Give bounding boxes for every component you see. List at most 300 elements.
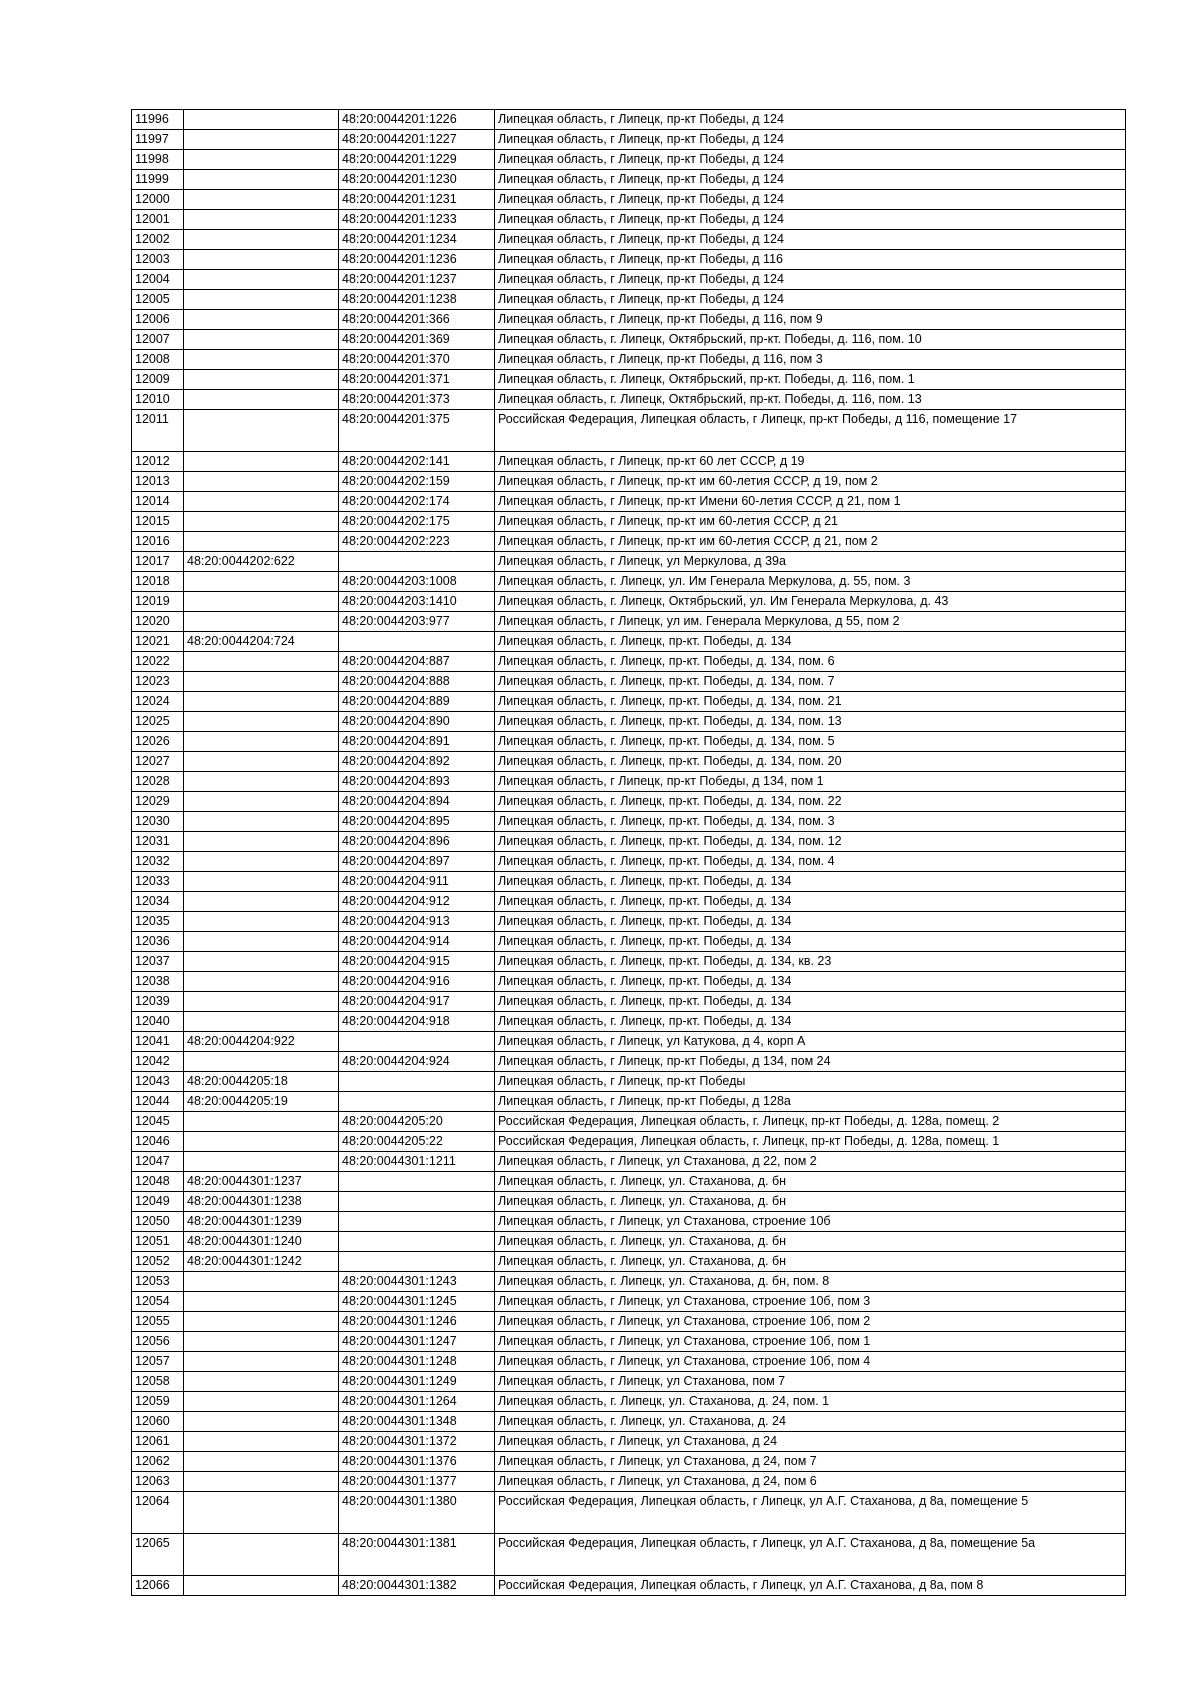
table-row bbox=[132, 1534, 1126, 1576]
land-cadastral-number-cell bbox=[184, 1352, 339, 1372]
premises-cadastral-number-cell: 48:20:0044301:1211 bbox=[339, 1152, 495, 1172]
table-row bbox=[132, 330, 1126, 350]
address-cell: Липецкая область, г. Липецк, пр-кт. Победы, д. 134 bbox=[495, 1012, 1126, 1032]
land-cadastral-number-cell bbox=[184, 1332, 339, 1352]
land-cadastral-number-cell bbox=[184, 892, 339, 912]
land-cadastral-number-cell bbox=[184, 210, 339, 230]
registry-body bbox=[132, 110, 1126, 1596]
address-cell: Липецкая область, г. Липецк, пр-кт. Победы, д. 134, пом. 12 bbox=[495, 832, 1126, 852]
table-row bbox=[132, 692, 1126, 712]
land-cadastral-number-cell bbox=[184, 692, 339, 712]
land-cadastral-number-cell bbox=[184, 452, 339, 472]
table-row bbox=[132, 572, 1126, 592]
land-cadastral-number-cell: 48:20:0044205:19 bbox=[184, 1092, 339, 1112]
land-cadastral-number-cell bbox=[184, 1112, 339, 1132]
address-cell: Липецкая область, г. Липецк, пр-кт. Победы, д. 134 bbox=[495, 932, 1126, 952]
land-cadastral-number-cell bbox=[184, 1472, 339, 1492]
premises-cadastral-number-cell: 48:20:0044203:1008 bbox=[339, 572, 495, 592]
premises-cadastral-number-cell: 48:20:0044204:894 bbox=[339, 792, 495, 812]
premises-cadastral-number-cell: 48:20:0044201:1236 bbox=[339, 250, 495, 270]
row-number-cell: 12034 bbox=[132, 892, 184, 912]
row-number-cell: 11999 bbox=[132, 170, 184, 190]
table-row bbox=[132, 310, 1126, 330]
row-number-cell: 12030 bbox=[132, 812, 184, 832]
address-cell: Липецкая область, г. Липецк, пр-кт. Победы, д. 134, пом. 21 bbox=[495, 692, 1126, 712]
row-number-cell: 12061 bbox=[132, 1432, 184, 1452]
land-cadastral-number-cell bbox=[184, 992, 339, 1012]
land-cadastral-number-cell bbox=[184, 532, 339, 552]
land-cadastral-number-cell bbox=[184, 652, 339, 672]
land-cadastral-number-cell bbox=[184, 1312, 339, 1332]
land-cadastral-number-cell bbox=[184, 792, 339, 812]
land-cadastral-number-cell: 48:20:0044301:1239 bbox=[184, 1212, 339, 1232]
address-cell: Липецкая область, г Липецк, ул Стаханова, строение 10б bbox=[495, 1212, 1126, 1232]
row-number-cell: 12044 bbox=[132, 1092, 184, 1112]
address-cell: Липецкая область, г. Липецк, пр-кт. Победы, д. 134, пом. 22 bbox=[495, 792, 1126, 812]
row-number-cell: 12041 bbox=[132, 1032, 184, 1052]
address-cell: Липецкая область, г Липецк, пр-кт Имени 60-летия СССР, д 21, пом 1 bbox=[495, 492, 1126, 512]
land-cadastral-number-cell bbox=[184, 150, 339, 170]
land-cadastral-number-cell bbox=[184, 592, 339, 612]
premises-cadastral-number-cell bbox=[339, 632, 495, 652]
row-number-cell: 12046 bbox=[132, 1132, 184, 1152]
row-number-cell: 12050 bbox=[132, 1212, 184, 1232]
address-cell: Липецкая область, г Липецк, пр-кт Победы, д 124 bbox=[495, 170, 1126, 190]
land-cadastral-number-cell bbox=[184, 492, 339, 512]
row-number-cell: 12056 bbox=[132, 1332, 184, 1352]
table-row bbox=[132, 852, 1126, 872]
address-cell: Липецкая область, г Липецк, пр-кт Победы bbox=[495, 1072, 1126, 1092]
row-number-cell: 12037 bbox=[132, 952, 184, 972]
premises-cadastral-number-cell: 48:20:0044205:20 bbox=[339, 1112, 495, 1132]
land-cadastral-number-cell bbox=[184, 1412, 339, 1432]
row-number-cell: 12014 bbox=[132, 492, 184, 512]
row-number-cell: 12064 bbox=[132, 1492, 184, 1534]
address-cell: Липецкая область, г Липецк, ул Меркулова, д 39а bbox=[495, 552, 1126, 572]
land-cadastral-number-cell: 48:20:0044301:1238 bbox=[184, 1192, 339, 1212]
row-number-cell: 12045 bbox=[132, 1112, 184, 1132]
table-row bbox=[132, 230, 1126, 250]
table-row bbox=[132, 652, 1126, 672]
table-row bbox=[132, 772, 1126, 792]
address-cell: Липецкая область, г. Липецк, пр-кт. Победы, д. 134 bbox=[495, 632, 1126, 652]
row-number-cell: 12007 bbox=[132, 330, 184, 350]
land-cadastral-number-cell bbox=[184, 1372, 339, 1392]
table-row bbox=[132, 1392, 1126, 1412]
table-row bbox=[132, 1072, 1126, 1092]
table-row bbox=[132, 410, 1126, 452]
premises-cadastral-number-cell: 48:20:0044301:1377 bbox=[339, 1472, 495, 1492]
row-number-cell: 12027 bbox=[132, 752, 184, 772]
row-number-cell: 12053 bbox=[132, 1272, 184, 1292]
row-number-cell: 12026 bbox=[132, 732, 184, 752]
address-cell: Липецкая область, г. Липецк, пр-кт. Победы, д. 134, пом. 3 bbox=[495, 812, 1126, 832]
row-number-cell: 12029 bbox=[132, 792, 184, 812]
land-cadastral-number-cell bbox=[184, 1492, 339, 1534]
row-number-cell: 12011 bbox=[132, 410, 184, 452]
table-row bbox=[132, 390, 1126, 410]
row-number-cell: 12054 bbox=[132, 1292, 184, 1312]
land-cadastral-number-cell bbox=[184, 290, 339, 310]
land-cadastral-number-cell bbox=[184, 812, 339, 832]
row-number-cell: 12005 bbox=[132, 290, 184, 310]
table-row bbox=[132, 290, 1126, 310]
land-cadastral-number-cell bbox=[184, 572, 339, 592]
row-number-cell: 12028 bbox=[132, 772, 184, 792]
premises-cadastral-number-cell: 48:20:0044201:370 bbox=[339, 350, 495, 370]
premises-cadastral-number-cell bbox=[339, 1252, 495, 1272]
land-cadastral-number-cell bbox=[184, 1272, 339, 1292]
row-number-cell: 12033 bbox=[132, 872, 184, 892]
premises-cadastral-number-cell bbox=[339, 1172, 495, 1192]
address-cell: Липецкая область, г Липецк, пр-кт Победы, д 116 bbox=[495, 250, 1126, 270]
premises-cadastral-number-cell: 48:20:0044204:893 bbox=[339, 772, 495, 792]
address-cell: Липецкая область, г. Липецк, пр-кт. Победы, д. 134, пом. 13 bbox=[495, 712, 1126, 732]
table-row bbox=[132, 832, 1126, 852]
land-cadastral-number-cell bbox=[184, 250, 339, 270]
premises-cadastral-number-cell: 48:20:0044301:1382 bbox=[339, 1576, 495, 1596]
registry-table bbox=[131, 109, 1126, 1596]
row-number-cell: 12048 bbox=[132, 1172, 184, 1192]
address-cell: Липецкая область, г Липецк, пр-кт Победы, д 124 bbox=[495, 130, 1126, 150]
land-cadastral-number-cell: 48:20:0044204:922 bbox=[184, 1032, 339, 1052]
land-cadastral-number-cell bbox=[184, 1152, 339, 1172]
premises-cadastral-number-cell: 48:20:0044201:1227 bbox=[339, 130, 495, 150]
row-number-cell: 12040 bbox=[132, 1012, 184, 1032]
address-cell: Липецкая область, г. Липецк, пр-кт. Победы, д. 134 bbox=[495, 892, 1126, 912]
table-row bbox=[132, 130, 1126, 150]
row-number-cell: 12052 bbox=[132, 1252, 184, 1272]
address-cell: Липецкая область, г Липецк, ул Стаханова, строение 10б, пом 1 bbox=[495, 1332, 1126, 1352]
premises-cadastral-number-cell: 48:20:0044301:1376 bbox=[339, 1452, 495, 1472]
land-cadastral-number-cell bbox=[184, 1576, 339, 1596]
address-cell: Липецкая область, г. Липецк, ул. Стаханова, д. бн bbox=[495, 1252, 1126, 1272]
address-cell: Липецкая область, г. Липецк, пр-кт. Победы, д. 134, пом. 20 bbox=[495, 752, 1126, 772]
land-cadastral-number-cell bbox=[184, 972, 339, 992]
row-number-cell: 12006 bbox=[132, 310, 184, 330]
row-number-cell: 12003 bbox=[132, 250, 184, 270]
row-number-cell: 12009 bbox=[132, 370, 184, 390]
address-cell: Липецкая область, г. Липецк, ул. Стаханова, д. бн bbox=[495, 1232, 1126, 1252]
premises-cadastral-number-cell bbox=[339, 1032, 495, 1052]
premises-cadastral-number-cell: 48:20:0044201:1237 bbox=[339, 270, 495, 290]
land-cadastral-number-cell bbox=[184, 732, 339, 752]
premises-cadastral-number-cell: 48:20:0044201:366 bbox=[339, 310, 495, 330]
table-row bbox=[132, 1192, 1126, 1212]
address-cell: Липецкая область, г Липецк, пр-кт Победы, д 134, пом 24 bbox=[495, 1052, 1126, 1072]
land-cadastral-number-cell bbox=[184, 612, 339, 632]
premises-cadastral-number-cell bbox=[339, 1192, 495, 1212]
premises-cadastral-number-cell: 48:20:0044201:1233 bbox=[339, 210, 495, 230]
table-row bbox=[132, 1172, 1126, 1192]
table-row bbox=[132, 712, 1126, 732]
land-cadastral-number-cell bbox=[184, 270, 339, 290]
address-cell: Липецкая область, г. Липецк, пр-кт. Победы, д. 134 bbox=[495, 992, 1126, 1012]
premises-cadastral-number-cell: 48:20:0044201:1231 bbox=[339, 190, 495, 210]
row-number-cell: 12057 bbox=[132, 1352, 184, 1372]
premises-cadastral-number-cell bbox=[339, 1212, 495, 1232]
premises-cadastral-number-cell: 48:20:0044202:141 bbox=[339, 452, 495, 472]
address-cell: Липецкая область, г Липецк, пр-кт Победы, д 124 bbox=[495, 290, 1126, 310]
address-cell: Липецкая область, г Липецк, ул Катукова, д 4, корп А bbox=[495, 1032, 1126, 1052]
premises-cadastral-number-cell: 48:20:0044204:892 bbox=[339, 752, 495, 772]
land-cadastral-number-cell bbox=[184, 852, 339, 872]
table-row bbox=[132, 532, 1126, 552]
table-row bbox=[132, 210, 1126, 230]
address-cell: Липецкая область, г. Липецк, ул. Стаханова, д. бн, пом. 8 bbox=[495, 1272, 1126, 1292]
land-cadastral-number-cell bbox=[184, 410, 339, 452]
land-cadastral-number-cell: 48:20:0044205:18 bbox=[184, 1072, 339, 1092]
address-cell: Российская Федерация, Липецкая область, г Липецк, ул А.Г. Стаханова, д 8а, пом 8 bbox=[495, 1576, 1126, 1596]
address-cell: Липецкая область, г Липецк, ул Стаханова, строение 10б, пом 3 bbox=[495, 1292, 1126, 1312]
table-row bbox=[132, 912, 1126, 932]
premises-cadastral-number-cell: 48:20:0044204:891 bbox=[339, 732, 495, 752]
address-cell: Липецкая область, г. Липецк, пр-кт. Победы, д. 134 bbox=[495, 972, 1126, 992]
row-number-cell: 12058 bbox=[132, 1372, 184, 1392]
row-number-cell: 12055 bbox=[132, 1312, 184, 1332]
row-number-cell: 12004 bbox=[132, 270, 184, 290]
address-cell: Липецкая область, г Липецк, пр-кт им 60-летия СССР, д 19, пом 2 bbox=[495, 472, 1126, 492]
address-cell: Липецкая область, г Липецк, ул Стаханова, строение 10б, пом 2 bbox=[495, 1312, 1126, 1332]
address-cell: Липецкая область, г Липецк, пр-кт Победы, д 124 bbox=[495, 230, 1126, 250]
premises-cadastral-number-cell: 48:20:0044301:1381 bbox=[339, 1534, 495, 1576]
table-row bbox=[132, 1092, 1126, 1112]
row-number-cell: 12066 bbox=[132, 1576, 184, 1596]
land-cadastral-number-cell: 48:20:0044301:1242 bbox=[184, 1252, 339, 1272]
table-row bbox=[132, 1372, 1126, 1392]
row-number-cell: 12051 bbox=[132, 1232, 184, 1252]
land-cadastral-number-cell bbox=[184, 310, 339, 330]
row-number-cell: 12018 bbox=[132, 572, 184, 592]
table-row bbox=[132, 992, 1126, 1012]
row-number-cell: 12008 bbox=[132, 350, 184, 370]
premises-cadastral-number-cell: 48:20:0044203:1410 bbox=[339, 592, 495, 612]
premises-cadastral-number-cell: 48:20:0044201:1226 bbox=[339, 110, 495, 130]
row-number-cell: 12016 bbox=[132, 532, 184, 552]
table-row bbox=[132, 792, 1126, 812]
row-number-cell: 12013 bbox=[132, 472, 184, 492]
land-cadastral-number-cell bbox=[184, 370, 339, 390]
premises-cadastral-number-cell: 48:20:0044202:159 bbox=[339, 472, 495, 492]
address-cell: Липецкая область, г. Липецк, Октябрьский, пр-кт. Победы, д. 116, пом. 10 bbox=[495, 330, 1126, 350]
address-cell: Липецкая область, г. Липецк, пр-кт. Победы, д. 134, пом. 6 bbox=[495, 652, 1126, 672]
table-row bbox=[132, 872, 1126, 892]
address-cell: Липецкая область, г Липецк, ул Стаханова, пом 7 bbox=[495, 1372, 1126, 1392]
land-cadastral-number-cell bbox=[184, 1392, 339, 1412]
land-cadastral-number-cell bbox=[184, 330, 339, 350]
land-cadastral-number-cell bbox=[184, 752, 339, 772]
address-cell: Липецкая область, г Липецк, пр-кт Победы, д 128а bbox=[495, 1092, 1126, 1112]
row-number-cell: 12038 bbox=[132, 972, 184, 992]
table-row bbox=[132, 270, 1126, 290]
row-number-cell: 12035 bbox=[132, 912, 184, 932]
land-cadastral-number-cell bbox=[184, 1534, 339, 1576]
row-number-cell: 12015 bbox=[132, 512, 184, 532]
table-row bbox=[132, 1112, 1126, 1132]
land-cadastral-number-cell bbox=[184, 512, 339, 532]
table-row bbox=[132, 1412, 1126, 1432]
premises-cadastral-number-cell: 48:20:0044201:1234 bbox=[339, 230, 495, 250]
land-cadastral-number-cell bbox=[184, 772, 339, 792]
row-number-cell: 12000 bbox=[132, 190, 184, 210]
land-cadastral-number-cell bbox=[184, 1452, 339, 1472]
premises-cadastral-number-cell: 48:20:0044204:887 bbox=[339, 652, 495, 672]
table-row bbox=[132, 552, 1126, 572]
row-number-cell: 12022 bbox=[132, 652, 184, 672]
premises-cadastral-number-cell: 48:20:0044201:371 bbox=[339, 370, 495, 390]
address-cell: Российская Федерация, Липецкая область, г. Липецк, пр-кт Победы, д. 128а, помещ. 1 bbox=[495, 1132, 1126, 1152]
premises-cadastral-number-cell bbox=[339, 1072, 495, 1092]
premises-cadastral-number-cell: 48:20:0044301:1248 bbox=[339, 1352, 495, 1372]
land-cadastral-number-cell bbox=[184, 1012, 339, 1032]
table-row bbox=[132, 492, 1126, 512]
premises-cadastral-number-cell: 48:20:0044201:375 bbox=[339, 410, 495, 452]
land-cadastral-number-cell: 48:20:0044301:1237 bbox=[184, 1172, 339, 1192]
row-number-cell: 12065 bbox=[132, 1534, 184, 1576]
land-cadastral-number-cell bbox=[184, 1132, 339, 1152]
premises-cadastral-number-cell: 48:20:0044204:897 bbox=[339, 852, 495, 872]
land-cadastral-number-cell bbox=[184, 110, 339, 130]
land-cadastral-number-cell bbox=[184, 190, 339, 210]
row-number-cell: 12020 bbox=[132, 612, 184, 632]
land-cadastral-number-cell bbox=[184, 832, 339, 852]
address-cell: Российская Федерация, Липецкая область, г Липецк, ул А.Г. Стаханова, д 8а, помещение 5 bbox=[495, 1492, 1126, 1534]
premises-cadastral-number-cell: 48:20:0044301:1247 bbox=[339, 1332, 495, 1352]
table-row bbox=[132, 250, 1126, 270]
row-number-cell: 12001 bbox=[132, 210, 184, 230]
address-cell: Липецкая область, г Липецк, ул Стаханова, строение 10б, пом 4 bbox=[495, 1352, 1126, 1372]
table-row bbox=[132, 952, 1126, 972]
table-row bbox=[132, 150, 1126, 170]
premises-cadastral-number-cell: 48:20:0044201:1230 bbox=[339, 170, 495, 190]
address-cell: Липецкая область, г Липецк, ул Стаханова, д 24, пом 6 bbox=[495, 1472, 1126, 1492]
premises-cadastral-number-cell: 48:20:0044301:1243 bbox=[339, 1272, 495, 1292]
address-cell: Липецкая область, г Липецк, пр-кт Победы, д 124 bbox=[495, 270, 1126, 290]
address-cell: Липецкая область, г Липецк, пр-кт Победы, д 124 bbox=[495, 150, 1126, 170]
premises-cadastral-number-cell: 48:20:0044201:1238 bbox=[339, 290, 495, 310]
table-row bbox=[132, 812, 1126, 832]
table-row bbox=[132, 1352, 1126, 1372]
premises-cadastral-number-cell: 48:20:0044201:1229 bbox=[339, 150, 495, 170]
premises-cadastral-number-cell: 48:20:0044204:914 bbox=[339, 932, 495, 952]
row-number-cell: 12059 bbox=[132, 1392, 184, 1412]
land-cadastral-number-cell bbox=[184, 912, 339, 932]
land-cadastral-number-cell bbox=[184, 130, 339, 150]
address-cell: Липецкая область, г Липецк, пр-кт Победы, д 124 bbox=[495, 210, 1126, 230]
table-row bbox=[132, 972, 1126, 992]
land-cadastral-number-cell bbox=[184, 230, 339, 250]
land-cadastral-number-cell: 48:20:0044204:724 bbox=[184, 632, 339, 652]
land-cadastral-number-cell bbox=[184, 390, 339, 410]
table-row bbox=[132, 1232, 1126, 1252]
table-row bbox=[132, 370, 1126, 390]
table-row bbox=[132, 1032, 1126, 1052]
table-row bbox=[132, 110, 1126, 130]
land-cadastral-number-cell bbox=[184, 932, 339, 952]
premises-cadastral-number-cell: 48:20:0044202:175 bbox=[339, 512, 495, 532]
premises-cadastral-number-cell: 48:20:0044205:22 bbox=[339, 1132, 495, 1152]
premises-cadastral-number-cell: 48:20:0044202:223 bbox=[339, 532, 495, 552]
address-cell: Липецкая область, г Липецк, ул Стаханова, д 24, пом 7 bbox=[495, 1452, 1126, 1472]
address-cell: Липецкая область, г Липецк, ул Стаханова, д 24 bbox=[495, 1432, 1126, 1452]
premises-cadastral-number-cell: 48:20:0044204:913 bbox=[339, 912, 495, 932]
table-row bbox=[132, 1212, 1126, 1232]
row-number-cell: 12024 bbox=[132, 692, 184, 712]
premises-cadastral-number-cell: 48:20:0044301:1249 bbox=[339, 1372, 495, 1392]
premises-cadastral-number-cell: 48:20:0044204:889 bbox=[339, 692, 495, 712]
land-cadastral-number-cell: 48:20:0044301:1240 bbox=[184, 1232, 339, 1252]
address-cell: Липецкая область, г Липецк, пр-кт Победы, д 116, пом 3 bbox=[495, 350, 1126, 370]
address-cell: Липецкая область, г. Липецк, ул. Стаханова, д. бн bbox=[495, 1192, 1126, 1212]
row-number-cell: 11998 bbox=[132, 150, 184, 170]
premises-cadastral-number-cell: 48:20:0044201:369 bbox=[339, 330, 495, 350]
table-row bbox=[132, 672, 1126, 692]
land-cadastral-number-cell bbox=[184, 1052, 339, 1072]
premises-cadastral-number-cell bbox=[339, 552, 495, 572]
address-cell: Липецкая область, г. Липецк, пр-кт. Победы, д. 134 bbox=[495, 872, 1126, 892]
address-cell: Липецкая область, г Липецк, пр-кт Победы, д 124 bbox=[495, 110, 1126, 130]
premises-cadastral-number-cell: 48:20:0044204:911 bbox=[339, 872, 495, 892]
row-number-cell: 11996 bbox=[132, 110, 184, 130]
row-number-cell: 12060 bbox=[132, 1412, 184, 1432]
premises-cadastral-number-cell: 48:20:0044301:1372 bbox=[339, 1432, 495, 1452]
table-row bbox=[132, 1252, 1126, 1272]
table-row bbox=[132, 592, 1126, 612]
address-cell: Российская Федерация, Липецкая область, г Липецк, пр-кт Победы, д 116, помещение 17 bbox=[495, 410, 1126, 452]
row-number-cell: 12039 bbox=[132, 992, 184, 1012]
land-cadastral-number-cell bbox=[184, 350, 339, 370]
premises-cadastral-number-cell: 48:20:0044202:174 bbox=[339, 492, 495, 512]
address-cell: Липецкая область, г. Липецк, ул. Им Генерала Меркулова, д. 55, пом. 3 bbox=[495, 572, 1126, 592]
address-cell: Липецкая область, г Липецк, ул Стаханова, д 22, пом 2 bbox=[495, 1152, 1126, 1172]
premises-cadastral-number-cell: 48:20:0044301:1245 bbox=[339, 1292, 495, 1312]
table-row bbox=[132, 1332, 1126, 1352]
row-number-cell: 12063 bbox=[132, 1472, 184, 1492]
table-row bbox=[132, 170, 1126, 190]
address-cell: Липецкая область, г. Липецк, пр-кт. Победы, д. 134, пом. 7 bbox=[495, 672, 1126, 692]
address-cell: Липецкая область, г Липецк, пр-кт Победы, д 116, пом 9 bbox=[495, 310, 1126, 330]
premises-cadastral-number-cell: 48:20:0044204:890 bbox=[339, 712, 495, 732]
address-cell: Липецкая область, г Липецк, пр-кт Победы, д 124 bbox=[495, 190, 1126, 210]
premises-cadastral-number-cell: 48:20:0044204:895 bbox=[339, 812, 495, 832]
premises-cadastral-number-cell: 48:20:0044301:1264 bbox=[339, 1392, 495, 1412]
land-cadastral-number-cell bbox=[184, 472, 339, 492]
address-cell: Липецкая область, г. Липецк, ул. Стаханова, д. бн bbox=[495, 1172, 1126, 1192]
row-number-cell: 12012 bbox=[132, 452, 184, 472]
row-number-cell: 11997 bbox=[132, 130, 184, 150]
table-row bbox=[132, 1312, 1126, 1332]
row-number-cell: 12047 bbox=[132, 1152, 184, 1172]
row-number-cell: 12002 bbox=[132, 230, 184, 250]
address-cell: Липецкая область, г. Липецк, пр-кт. Победы, д. 134, кв. 23 bbox=[495, 952, 1126, 972]
premises-cadastral-number-cell: 48:20:0044204:912 bbox=[339, 892, 495, 912]
table-row bbox=[132, 612, 1126, 632]
table-row bbox=[132, 1292, 1126, 1312]
premises-cadastral-number-cell: 48:20:0044301:1380 bbox=[339, 1492, 495, 1534]
row-number-cell: 12031 bbox=[132, 832, 184, 852]
address-cell: Липецкая область, г. Липецк, пр-кт. Победы, д. 134 bbox=[495, 912, 1126, 932]
table-row bbox=[132, 1576, 1126, 1596]
address-cell: Липецкая область, г. Липецк, пр-кт. Победы, д. 134, пом. 5 bbox=[495, 732, 1126, 752]
address-cell: Липецкая область, г. Липецк, Октябрьский, пр-кт. Победы, д. 116, пом. 1 bbox=[495, 370, 1126, 390]
premises-cadastral-number-cell: 48:20:0044204:896 bbox=[339, 832, 495, 852]
table-row bbox=[132, 892, 1126, 912]
address-cell: Российская Федерация, Липецкая область, г Липецк, ул А.Г. Стаханова, д 8а, помещение 5а bbox=[495, 1534, 1126, 1576]
table-row bbox=[132, 512, 1126, 532]
row-number-cell: 12049 bbox=[132, 1192, 184, 1212]
table-row bbox=[132, 752, 1126, 772]
address-cell: Липецкая область, г Липецк, пр-кт Победы, д 134, пом 1 bbox=[495, 772, 1126, 792]
